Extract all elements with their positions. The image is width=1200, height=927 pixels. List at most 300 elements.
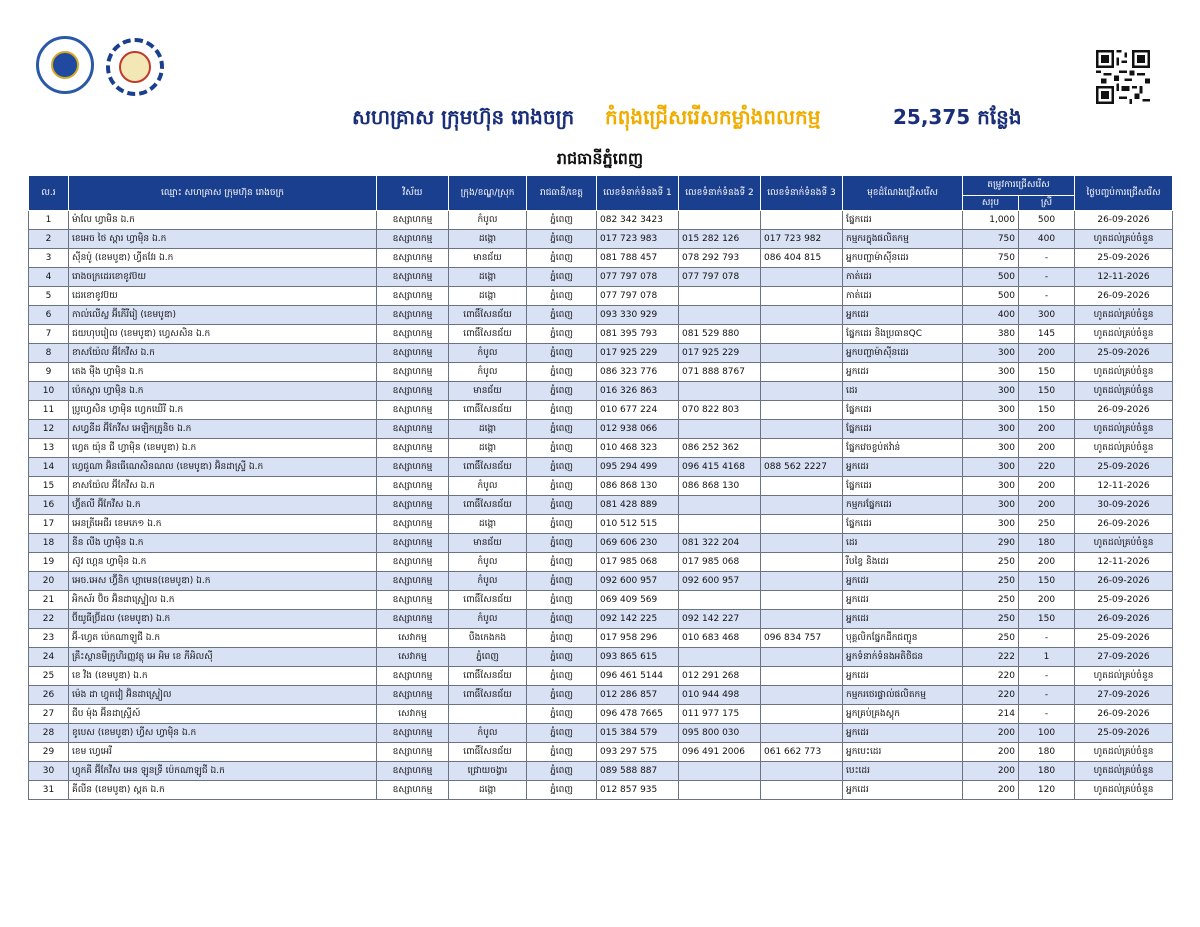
cell-phone3 bbox=[761, 268, 843, 287]
cell-no: 13 bbox=[29, 439, 69, 458]
cell-phone3 bbox=[761, 610, 843, 629]
cell-sector: ឧស្សាហកម្ម bbox=[377, 553, 449, 572]
cell-phone2: 096 415 4168 bbox=[679, 458, 761, 477]
cell-phone3 bbox=[761, 515, 843, 534]
cell-total: 300 bbox=[963, 477, 1019, 496]
cell-phone2 bbox=[679, 496, 761, 515]
cell-phone1: 081 788 457 bbox=[597, 249, 679, 268]
cell-district: ដង្កោ bbox=[449, 230, 527, 249]
cell-name: ស៊ូវ ហ្គេន ហ្វាម៉ិន ឯ.ក bbox=[69, 553, 377, 572]
cell-name: នីន លីង ហ្វាម៉ិន ឯ.ក bbox=[69, 534, 377, 553]
cell-no: 1 bbox=[29, 211, 69, 230]
cell-phone2: 081 529 880 bbox=[679, 325, 761, 344]
cell-name: ជយហុបរៀល (ខេមបូឌា) ហ្វេសសិន ឯ.ក bbox=[69, 325, 377, 344]
cell-sector: ឧស្សាហកម្ម bbox=[377, 211, 449, 230]
cell-position: ដេរ bbox=[843, 382, 963, 401]
cell-female: 200 bbox=[1019, 344, 1075, 363]
cell-no: 12 bbox=[29, 420, 69, 439]
cell-deadline: ហូតដល់គ្រប់ចំនួន bbox=[1075, 325, 1173, 344]
logo-emblem-icon bbox=[36, 36, 94, 94]
cell-position: ដេរ bbox=[843, 534, 963, 553]
table-row bbox=[29, 401, 1173, 420]
cell-phone2: 017 985 068 bbox=[679, 553, 761, 572]
cell-no: 14 bbox=[29, 458, 69, 477]
cell-deadline: 12-11-2026 bbox=[1075, 553, 1173, 572]
cell-total: 300 bbox=[963, 420, 1019, 439]
cell-district: កំបូល bbox=[449, 344, 527, 363]
cell-no: 5 bbox=[29, 287, 69, 306]
cell-position: អ្នកដេរ bbox=[843, 591, 963, 610]
cell-female: 180 bbox=[1019, 762, 1075, 781]
cell-no: 6 bbox=[29, 306, 69, 325]
cell-position: កម្មករក្នុងផលិតកម្ម bbox=[843, 230, 963, 249]
cell-female: 200 bbox=[1019, 477, 1075, 496]
cell-phone1: 010 468 323 bbox=[597, 439, 679, 458]
cell-position: អ្នកបញ្ជាម៉ាស៊ីនដេរ bbox=[843, 249, 963, 268]
cell-district: មានជ័យ bbox=[449, 534, 527, 553]
cell-no: 9 bbox=[29, 363, 69, 382]
header-deadline: ថ្ងៃបញ្ចប់ការជ្រើសរើស bbox=[1075, 176, 1173, 211]
cell-sector: ឧស្សាហកម្ម bbox=[377, 401, 449, 420]
cell-phone3 bbox=[761, 553, 843, 572]
cell-phone3 bbox=[761, 591, 843, 610]
cell-total: 220 bbox=[963, 686, 1019, 705]
cell-phone2: 086 252 362 bbox=[679, 439, 761, 458]
cell-name: ខេ វិង (ខេមបូឌា) ឯ.ក bbox=[69, 667, 377, 686]
cell-position: ផ្នែកដេរ bbox=[843, 211, 963, 230]
cell-phone2 bbox=[679, 211, 761, 230]
cell-sector: ឧស្សាហកម្ម bbox=[377, 686, 449, 705]
cell-name: តេង ម៉ឹង ហ្វាម៉ិន ឯ.ក bbox=[69, 363, 377, 382]
cell-district: មានជ័យ bbox=[449, 249, 527, 268]
cell-total: 750 bbox=[963, 230, 1019, 249]
page-subtitle: រាជធានីភ្នំពេញ bbox=[556, 149, 644, 168]
cell-province: ភ្នំពេញ bbox=[527, 629, 597, 648]
cell-province: ភ្នំពេញ bbox=[527, 743, 597, 762]
cell-position: ផ្នែកដេរ bbox=[843, 477, 963, 496]
cell-district: ពោធិ៍សែនជ័យ bbox=[449, 591, 527, 610]
cell-deadline: 26-09-2026 bbox=[1075, 401, 1173, 420]
cell-phone1: 092 600 957 bbox=[597, 572, 679, 591]
cell-phone3 bbox=[761, 686, 843, 705]
cell-position: ផ្នែកវេចខ្ចប់ឥវ៉ាន់ bbox=[843, 439, 963, 458]
cell-no: 29 bbox=[29, 743, 69, 762]
cell-phone2 bbox=[679, 591, 761, 610]
cell-position: អ្នកដេរ bbox=[843, 306, 963, 325]
cell-province: ភ្នំពេញ bbox=[527, 534, 597, 553]
cell-district: ដង្កោ bbox=[449, 268, 527, 287]
cell-no: 22 bbox=[29, 610, 69, 629]
cell-phone1: 017 985 068 bbox=[597, 553, 679, 572]
cell-deadline: 25-09-2026 bbox=[1075, 249, 1173, 268]
cell-phone1: 096 461 5144 bbox=[597, 667, 679, 686]
cell-position: រឹបខ្វៃ និងដេរ bbox=[843, 553, 963, 572]
cell-sector: ឧស្សាហកម្ម bbox=[377, 382, 449, 401]
cell-province: ភ្នំពេញ bbox=[527, 781, 597, 800]
cell-deadline: 25-09-2026 bbox=[1075, 591, 1173, 610]
cell-province: ភ្នំពេញ bbox=[527, 325, 597, 344]
cell-district: ពោធិ៍សែនជ័យ bbox=[449, 458, 527, 477]
table-row bbox=[29, 287, 1173, 306]
cell-deadline: 26-09-2026 bbox=[1075, 287, 1173, 306]
cell-district: ពោធិ៍សែនជ័យ bbox=[449, 306, 527, 325]
cell-deadline: 25-09-2026 bbox=[1075, 724, 1173, 743]
cell-position: កម្មករផ្នែកដេរ bbox=[843, 496, 963, 515]
cell-province: ភ្នំពេញ bbox=[527, 648, 597, 667]
table-row bbox=[29, 648, 1173, 667]
cell-sector: ឧស្សាហកម្ម bbox=[377, 762, 449, 781]
cell-district: កំបូល bbox=[449, 211, 527, 230]
header-name: ឈ្មោះ សហគ្រាស ក្រុមហ៊ុន រោងចក្រ bbox=[69, 176, 377, 211]
cell-phone3 bbox=[761, 344, 843, 363]
cell-female: 200 bbox=[1019, 496, 1075, 515]
cell-name: អេនត្រីអេជីរ ខេមភេ១ ឯ.ក bbox=[69, 515, 377, 534]
cell-total: 220 bbox=[963, 667, 1019, 686]
cell-district: ភ្នំពេញ bbox=[449, 648, 527, 667]
cell-phone1: 017 925 229 bbox=[597, 344, 679, 363]
cell-phone2: 096 491 2006 bbox=[679, 743, 761, 762]
cell-deadline: 26-09-2026 bbox=[1075, 572, 1173, 591]
cell-sector: សេវាកម្ម bbox=[377, 705, 449, 724]
cell-position: ផ្នែកដេរ bbox=[843, 401, 963, 420]
cell-total: 500 bbox=[963, 287, 1019, 306]
cell-deadline: ហូតដល់គ្រប់ចំនួន bbox=[1075, 762, 1173, 781]
cell-no: 3 bbox=[29, 249, 69, 268]
cell-sector: ឧស្សាហកម្ម bbox=[377, 591, 449, 610]
header-province: រាជធានី/ខេត្ត bbox=[527, 176, 597, 211]
cell-sector: ឧស្សាហកម្ម bbox=[377, 230, 449, 249]
cell-female: 180 bbox=[1019, 743, 1075, 762]
cell-female: 100 bbox=[1019, 724, 1075, 743]
cell-phone1: 015 384 579 bbox=[597, 724, 679, 743]
header-sector: វិស័យ bbox=[377, 176, 449, 211]
cell-deadline: ហូតដល់គ្រប់ចំនួន bbox=[1075, 781, 1173, 800]
cell-phone1: 096 478 7665 bbox=[597, 705, 679, 724]
cell-name: អិកស័រ ប៊ិច អ៊ិនដាស្ទ្រៀល ឯ.ក bbox=[69, 591, 377, 610]
cell-sector: ឧស្សាហកម្ម bbox=[377, 743, 449, 762]
cell-position: អ្នកគ្រប់គ្រងស្តុក bbox=[843, 705, 963, 724]
table-row bbox=[29, 344, 1173, 363]
cell-district: ពោធិ៍សែនជ័យ bbox=[449, 325, 527, 344]
cell-total: 300 bbox=[963, 515, 1019, 534]
cell-phone3 bbox=[761, 477, 843, 496]
cell-position: អ្នកដេរ bbox=[843, 610, 963, 629]
cell-name: ប៉េកស្តារ ហ្វាម៉ិន ឯ.ក bbox=[69, 382, 377, 401]
cell-district: ដង្កោ bbox=[449, 439, 527, 458]
cell-name: ខាសយ៉ែល អ៊ីកែវីស ឯ.ក bbox=[69, 344, 377, 363]
cell-phone1: 012 286 857 bbox=[597, 686, 679, 705]
cell-female: 400 bbox=[1019, 230, 1075, 249]
cell-province: ភ្នំពេញ bbox=[527, 344, 597, 363]
cell-deadline: 26-09-2026 bbox=[1075, 610, 1173, 629]
cell-female: 250 bbox=[1019, 515, 1075, 534]
cell-phone2: 015 282 126 bbox=[679, 230, 761, 249]
cell-deadline: ហូតដល់គ្រប់ចំនួន bbox=[1075, 363, 1173, 382]
cell-phone2: 095 800 030 bbox=[679, 724, 761, 743]
cell-name: ដេរខោខូវប៊យ bbox=[69, 287, 377, 306]
cell-deadline: 25-09-2026 bbox=[1075, 344, 1173, 363]
cell-province: ភ្នំពេញ bbox=[527, 477, 597, 496]
cell-district: ដង្កោ bbox=[449, 287, 527, 306]
cell-phone3 bbox=[761, 724, 843, 743]
cell-province: ភ្នំពេញ bbox=[527, 268, 597, 287]
cell-female: - bbox=[1019, 686, 1075, 705]
cell-province: ភ្នំពេញ bbox=[527, 287, 597, 306]
cell-female: - bbox=[1019, 268, 1075, 287]
cell-sector: ឧស្សាហកម្ម bbox=[377, 249, 449, 268]
cell-total: 214 bbox=[963, 705, 1019, 724]
table-row bbox=[29, 534, 1173, 553]
cell-no: 7 bbox=[29, 325, 69, 344]
cell-district: ដង្កោ bbox=[449, 515, 527, 534]
cell-no: 16 bbox=[29, 496, 69, 515]
cell-position: អ្នកបញ្ជាម៉ាស៊ីនដេរ bbox=[843, 344, 963, 363]
cell-total: 200 bbox=[963, 724, 1019, 743]
cell-phone2: 017 925 229 bbox=[679, 344, 761, 363]
cell-total: 250 bbox=[963, 591, 1019, 610]
cell-phone2 bbox=[679, 420, 761, 439]
cell-name: រោងចក្រដេរខោខូវប៊យ bbox=[69, 268, 377, 287]
cell-name: អ៊ី-ហ្វេត ប៉េកណាឡូជី ឯ.ក bbox=[69, 629, 377, 648]
cell-province: ភ្នំពេញ bbox=[527, 686, 597, 705]
cell-phone1: 069 409 569 bbox=[597, 591, 679, 610]
table-row bbox=[29, 420, 1173, 439]
cell-total: 290 bbox=[963, 534, 1019, 553]
cell-district: ដង្កោ bbox=[449, 420, 527, 439]
cell-position: កាត់ដេរ bbox=[843, 268, 963, 287]
cell-name: ខេអេច ថៃ ស្ពារ ហ្វាម៉ិន ឯ.ក bbox=[69, 230, 377, 249]
cell-position: អ្នកដេរ bbox=[843, 724, 963, 743]
cell-position: អ្នកដេរ bbox=[843, 572, 963, 591]
cell-sector: ឧស្សាហកម្ម bbox=[377, 534, 449, 553]
total-positions: 25,375 កន្លែង bbox=[893, 105, 1022, 129]
table-row bbox=[29, 591, 1173, 610]
cell-district bbox=[449, 705, 527, 724]
cell-phone3 bbox=[761, 382, 843, 401]
table-row bbox=[29, 610, 1173, 629]
cell-total: 750 bbox=[963, 249, 1019, 268]
cell-phone3 bbox=[761, 648, 843, 667]
cell-name: គីលីន (ខេមបូឌា) ស្ពត ឯ.ក bbox=[69, 781, 377, 800]
cell-position: ផ្នែកដេរ bbox=[843, 420, 963, 439]
cell-province: ភ្នំពេញ bbox=[527, 667, 597, 686]
cell-sector: ឧស្សាហកម្ម bbox=[377, 287, 449, 306]
cell-deadline: 30-09-2026 bbox=[1075, 496, 1173, 515]
cell-female: 200 bbox=[1019, 420, 1075, 439]
cell-sector: សេវាកម្ម bbox=[377, 648, 449, 667]
cell-no: 27 bbox=[29, 705, 69, 724]
cell-district: ពោធិ៍សែនជ័យ bbox=[449, 496, 527, 515]
cell-district: មានជ័យ bbox=[449, 382, 527, 401]
cell-female: - bbox=[1019, 667, 1075, 686]
cell-phone2 bbox=[679, 648, 761, 667]
cell-phone2 bbox=[679, 762, 761, 781]
cell-district: កំបូល bbox=[449, 724, 527, 743]
table-row bbox=[29, 439, 1173, 458]
cell-phone3 bbox=[761, 667, 843, 686]
header-phone3: លេខទំនាក់ទំនងទី 3 bbox=[761, 176, 843, 211]
cell-phone3 bbox=[761, 306, 843, 325]
cell-phone2 bbox=[679, 515, 761, 534]
page-title: សហគ្រាស ក្រុមហ៊ុន រោងចក្រ bbox=[352, 105, 575, 129]
cell-name: ប្រូហ្វេសិន ហ្វាម៉ិន ហ្វេកឃើរី ឯ.ក bbox=[69, 401, 377, 420]
cell-phone3 bbox=[761, 211, 843, 230]
cell-province: ភ្នំពេញ bbox=[527, 458, 597, 477]
cell-phone3 bbox=[761, 420, 843, 439]
cell-deadline: ហូតដល់គ្រប់ចំនួន bbox=[1075, 534, 1173, 553]
cell-phone2: 077 797 078 bbox=[679, 268, 761, 287]
cell-no: 23 bbox=[29, 629, 69, 648]
cell-phone3 bbox=[761, 363, 843, 382]
cell-phone3 bbox=[761, 496, 843, 515]
cell-phone1: 017 958 296 bbox=[597, 629, 679, 648]
cell-province: ភ្នំពេញ bbox=[527, 420, 597, 439]
cell-deadline: 26-09-2026 bbox=[1075, 211, 1173, 230]
table-row bbox=[29, 496, 1173, 515]
title-highlight: កំពុងជ្រើសរើសកម្លាំងពលកម្ម bbox=[605, 105, 821, 129]
cell-district: កំបូល bbox=[449, 363, 527, 382]
cell-name: ខេម ហ្វេអេរី bbox=[69, 743, 377, 762]
cell-phone3: 088 562 2227 bbox=[761, 458, 843, 477]
cell-district: ពោធិ៍សែនជ័យ bbox=[449, 667, 527, 686]
cell-sector: ឧស្សាហកម្ម bbox=[377, 325, 449, 344]
cell-name: គ្រឹះស្ថានមីក្រូហិរញ្ញវត្ថុ អេ អិម ខេ ភីអិលស៊ី bbox=[69, 648, 377, 667]
cell-phone3 bbox=[761, 287, 843, 306]
cell-phone1: 077 797 078 bbox=[597, 268, 679, 287]
table-row bbox=[29, 211, 1173, 230]
cell-phone3 bbox=[761, 534, 843, 553]
header-phone1: លេខទំនាក់ទំនងទី 1 bbox=[597, 176, 679, 211]
cell-phone2: 081 322 204 bbox=[679, 534, 761, 553]
cell-phone2: 010 944 498 bbox=[679, 686, 761, 705]
cell-phone2: 012 291 268 bbox=[679, 667, 761, 686]
cell-female: 150 bbox=[1019, 363, 1075, 382]
cell-phone1: 095 294 499 bbox=[597, 458, 679, 477]
cell-phone1: 089 588 887 bbox=[597, 762, 679, 781]
cell-total: 200 bbox=[963, 762, 1019, 781]
header-district: ក្រុង/ខណ្ឌ/ស្រុក bbox=[449, 176, 527, 211]
table-row bbox=[29, 667, 1173, 686]
cell-phone2: 071 888 8767 bbox=[679, 363, 761, 382]
cell-total: 500 bbox=[963, 268, 1019, 287]
cell-no: 8 bbox=[29, 344, 69, 363]
cell-no: 17 bbox=[29, 515, 69, 534]
cell-province: ភ្នំពេញ bbox=[527, 249, 597, 268]
cell-district: បឹងកេងកង bbox=[449, 629, 527, 648]
cell-phone3 bbox=[761, 401, 843, 420]
cell-female: 150 bbox=[1019, 610, 1075, 629]
cell-name: ប៊ីយូធីប្រ៊ីដល (ខេមបូឌា) ឯ.ក bbox=[69, 610, 377, 629]
cell-sector: ឧស្សាហកម្ម bbox=[377, 515, 449, 534]
table-row bbox=[29, 249, 1173, 268]
cell-name: ហ្វុកគី អ៊ីកែវីស អេន ឡូនទ្រី ប៉េកណាឡូជី ឯ.ក bbox=[69, 762, 377, 781]
cell-province: ភ្នំពេញ bbox=[527, 401, 597, 420]
table-row bbox=[29, 477, 1173, 496]
cell-position: អ្នកដេរ bbox=[843, 363, 963, 382]
cell-phone1: 093 865 615 bbox=[597, 648, 679, 667]
cell-name: ហ្វេត យ៉ុន ជី ហ្វាម៉ិន (ខេមបូឌា) ឯ.ក bbox=[69, 439, 377, 458]
cell-province: ភ្នំពេញ bbox=[527, 705, 597, 724]
cell-position: អ្នកដេរ bbox=[843, 667, 963, 686]
cell-phone1: 017 723 983 bbox=[597, 230, 679, 249]
cell-phone3: 086 404 815 bbox=[761, 249, 843, 268]
cell-deadline: 26-09-2026 bbox=[1075, 515, 1173, 534]
cell-position: ផ្នែកដេរ និងប្រធានQC bbox=[843, 325, 963, 344]
cell-province: ភ្នំពេញ bbox=[527, 306, 597, 325]
cell-no: 2 bbox=[29, 230, 69, 249]
cell-name: កាល់លើស្ល អ៊ីភើរីរៀ (ខេមបូឌា) bbox=[69, 306, 377, 325]
cell-sector: ឧស្សាហកម្ម bbox=[377, 572, 449, 591]
cell-deadline: ហូតដល់គ្រប់ចំនួន bbox=[1075, 230, 1173, 249]
cell-deadline: 12-11-2026 bbox=[1075, 268, 1173, 287]
cell-phone2: 092 600 957 bbox=[679, 572, 761, 591]
cell-no: 24 bbox=[29, 648, 69, 667]
cell-position: បុគ្គលិកផ្នែកដឹកជញ្ជូន bbox=[843, 629, 963, 648]
cell-phone1: 086 868 130 bbox=[597, 477, 679, 496]
cell-phone1: 016 326 863 bbox=[597, 382, 679, 401]
cell-phone2 bbox=[679, 382, 761, 401]
cell-total: 300 bbox=[963, 401, 1019, 420]
cell-province: ភ្នំពេញ bbox=[527, 496, 597, 515]
cell-phone3: 096 834 757 bbox=[761, 629, 843, 648]
cell-name: ខាសយ៉ែល អ៊ីកែវីស ឯ.ក bbox=[69, 477, 377, 496]
cell-position: អ្នកដេរ bbox=[843, 458, 963, 477]
cell-female: - bbox=[1019, 249, 1075, 268]
cell-female: 200 bbox=[1019, 591, 1075, 610]
cell-province: ភ្នំពេញ bbox=[527, 439, 597, 458]
cell-female: - bbox=[1019, 629, 1075, 648]
cell-total: 380 bbox=[963, 325, 1019, 344]
cell-deadline: 25-09-2026 bbox=[1075, 458, 1173, 477]
cell-province: ភ្នំពេញ bbox=[527, 553, 597, 572]
cell-district: ពោធិ៍សែនជ័យ bbox=[449, 401, 527, 420]
cell-sector: ឧស្សាហកម្ម bbox=[377, 439, 449, 458]
cell-deadline: ហូតដល់គ្រប់ចំនួន bbox=[1075, 743, 1173, 762]
cell-name: ហ្វ៊ីតលី អ៊ីកែវីស ឯ.ក bbox=[69, 496, 377, 515]
cell-deadline: 26-09-2026 bbox=[1075, 705, 1173, 724]
cell-total: 250 bbox=[963, 629, 1019, 648]
table-row bbox=[29, 515, 1173, 534]
cell-no: 25 bbox=[29, 667, 69, 686]
cell-phone1: 012 857 935 bbox=[597, 781, 679, 800]
cell-province: ភ្នំពេញ bbox=[527, 515, 597, 534]
cell-position: ផ្នែកដេរ bbox=[843, 515, 963, 534]
cell-sector: ឧស្សាហកម្ម bbox=[377, 306, 449, 325]
cell-province: ភ្នំពេញ bbox=[527, 230, 597, 249]
cell-phone1: 093 330 929 bbox=[597, 306, 679, 325]
cell-phone3 bbox=[761, 439, 843, 458]
cell-phone3 bbox=[761, 781, 843, 800]
cell-sector: ឧស្សាហកម្ម bbox=[377, 268, 449, 287]
cell-no: 10 bbox=[29, 382, 69, 401]
cell-female: 500 bbox=[1019, 211, 1075, 230]
cell-position: អ្នកបេះដេរ bbox=[843, 743, 963, 762]
cell-name: សហ្វ្វនីដ អ៊ីកែវីស អេឡិកត្រូនិច ឯ.ក bbox=[69, 420, 377, 439]
cell-name: ម៉ាលែ ហ្វាមិន ឯ.ក bbox=[69, 211, 377, 230]
cell-name: ខូបេស (ខេមបូឌា) ហ្វីស ហ្វាម៉ិន ឯ.ក bbox=[69, 724, 377, 743]
cell-total: 300 bbox=[963, 439, 1019, 458]
cell-female: 120 bbox=[1019, 781, 1075, 800]
cell-province: ភ្នំពេញ bbox=[527, 610, 597, 629]
cell-no: 26 bbox=[29, 686, 69, 705]
cell-no: 4 bbox=[29, 268, 69, 287]
cell-no: 30 bbox=[29, 762, 69, 781]
cell-phone2: 011 977 175 bbox=[679, 705, 761, 724]
cell-province: ភ្នំពេញ bbox=[527, 363, 597, 382]
cell-no: 18 bbox=[29, 534, 69, 553]
cell-total: 200 bbox=[963, 781, 1019, 800]
cell-phone2: 070 822 803 bbox=[679, 401, 761, 420]
